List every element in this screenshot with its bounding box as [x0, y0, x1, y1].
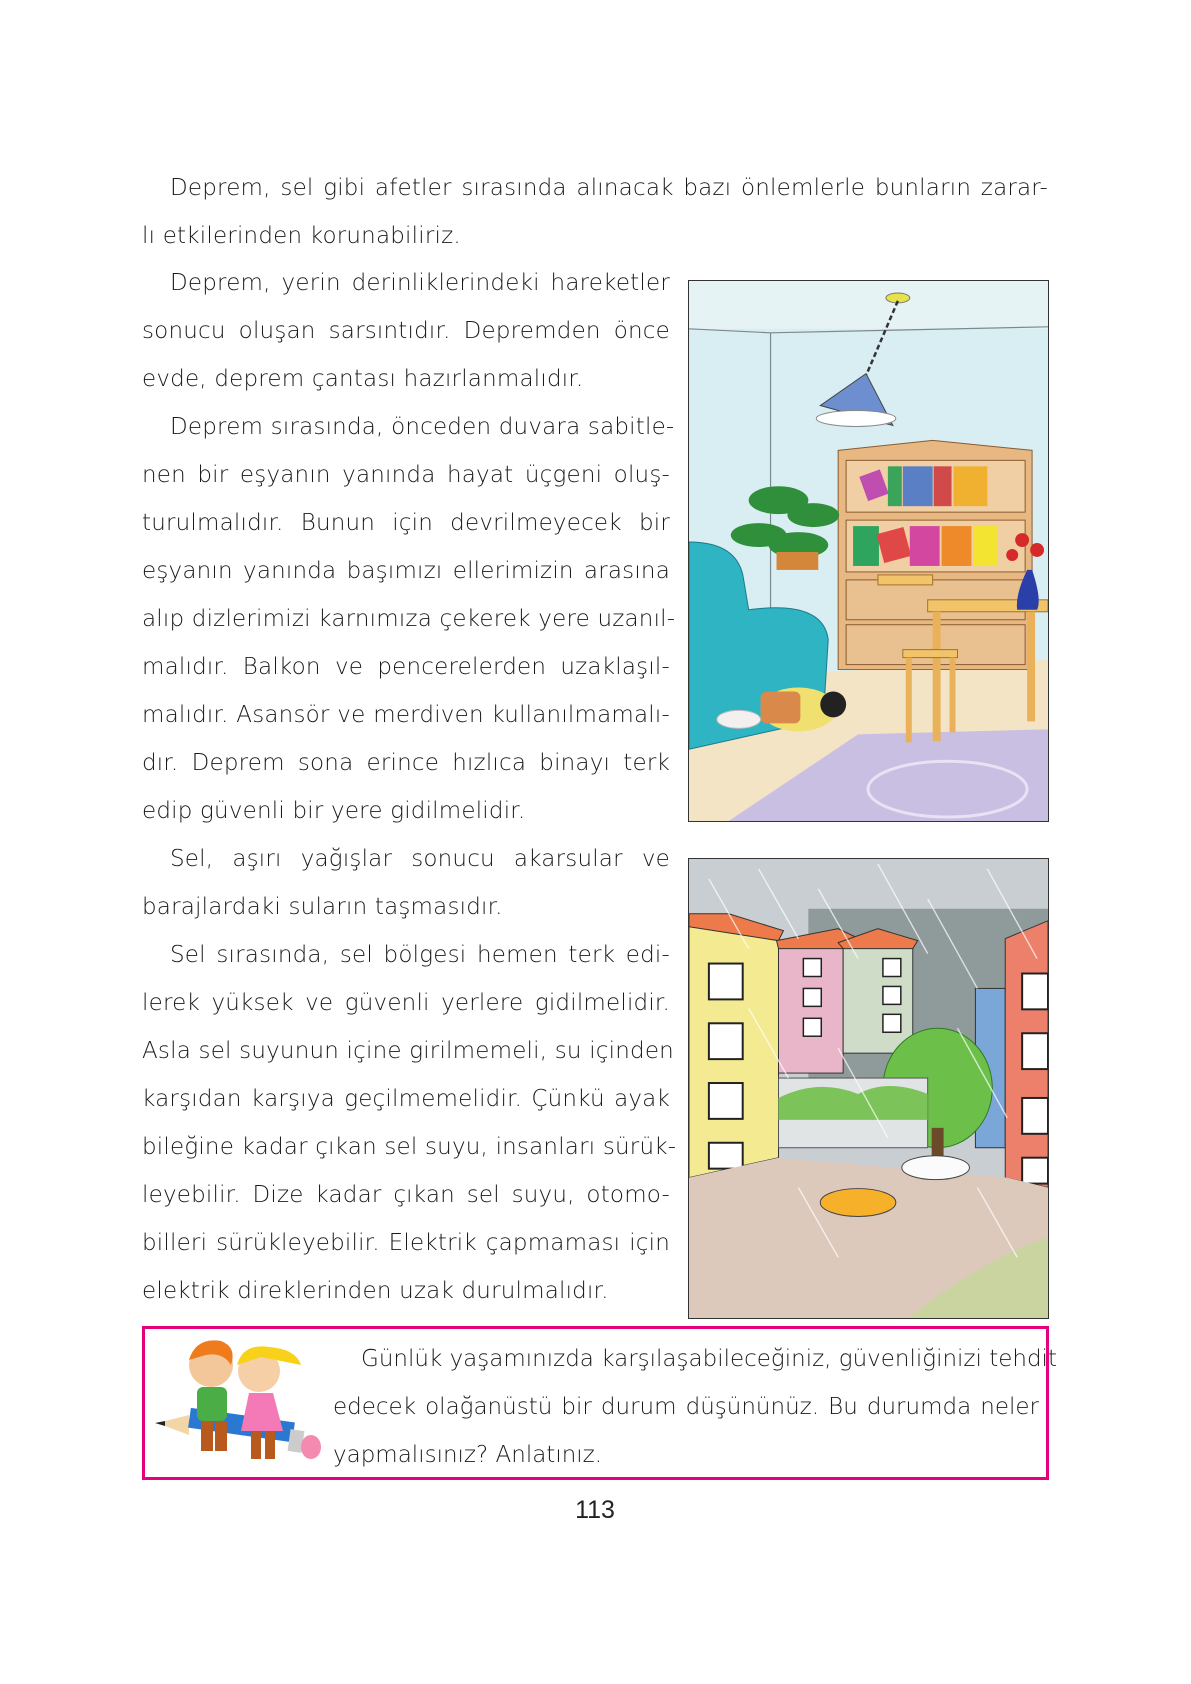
- text-line: Sel sırasında, sel bölgesi hemen terk edi-: [170, 942, 670, 968]
- text-line: lı etkilerinden korunabiliriz.: [142, 223, 461, 249]
- text-line: malıdır. Asansör ve merdiven kullanılmamalı-: [142, 702, 670, 728]
- text-line: Deprem sırasında, önceden duvara sabitle-: [170, 414, 675, 440]
- text-line: nen bir eşyanın yanında hayat üçgeni oluş-: [142, 462, 670, 488]
- text-line: Günlük yaşamınızda karşılaşabileceğiniz, güvenliğinizi tehdit: [361, 1346, 1057, 1372]
- earthquake-actions-paragraph: [142, 403, 676, 835]
- text-line: billeri sürükleyebilir. Elektrik çapmaması için: [142, 1230, 670, 1256]
- text-line: lerek yüksek ve güvenli yerlere gidilmelidir.: [142, 990, 670, 1016]
- text-line: yapmalısınız? Anlatınız.: [333, 1442, 603, 1468]
- text-line: evde, deprem çantası hazırlanmalıdır.: [142, 366, 584, 392]
- flood-definition-paragraph: [142, 835, 670, 931]
- text-line: dır. Deprem sona erince hızlıca binayı terk: [142, 750, 670, 776]
- intro-paragraph: [142, 164, 1048, 260]
- flood-actions-paragraph: [142, 931, 677, 1315]
- text-line: Sel, aşırı yağışlar sonucu akarsular ve: [170, 846, 670, 872]
- discussion-callout-box: [142, 1326, 1057, 1480]
- text-line: bileğine kadar çıkan sel suyu, insanları sürük-: [142, 1134, 677, 1160]
- text-line: Deprem, yerin derinliklerindeki hareketler: [170, 270, 670, 296]
- text-line: leyebilir. Dize kadar çıkan sel suyu, otomo-: [142, 1182, 670, 1208]
- earthquake-room-illustration: [688, 280, 1049, 822]
- text-line: edecek olağanüstü bir durum düşününüz. Bu durumda neler: [333, 1394, 1039, 1420]
- flood-street-illustration: [688, 858, 1049, 1319]
- text-line: karşıdan karşıya geçilmemelidir. Çünkü ayak: [142, 1086, 670, 1112]
- kids-on-pencil-icon: [151, 1335, 327, 1471]
- earthquake-definition-paragraph: [142, 259, 670, 403]
- text-line: Asla sel suyunun içine girilmemeli, su içinden: [142, 1038, 674, 1064]
- text-line: alıp dizlerimizi karnımıza çekerek yere uzanıl-: [142, 606, 676, 632]
- text-line: turulmalıdır. Bunun için devrilmeyecek bir: [142, 510, 670, 536]
- text-line: edip güvenli bir yere gidilmelidir.: [142, 798, 526, 824]
- room-scene-image: [689, 281, 1048, 821]
- callout-text: [333, 1335, 1057, 1479]
- text-line: malıdır. Balkon ve pencerelerden uzaklaşıl-: [142, 654, 670, 680]
- page-number: 113: [575, 1496, 615, 1524]
- text-line: eşyanın yanında başımızı ellerimizin arasına: [142, 558, 670, 584]
- text-line: elektrik direklerinden uzak durulmalıdır.: [142, 1278, 609, 1304]
- flood-scene-image: [689, 859, 1048, 1318]
- text-line: Deprem, sel gibi afetler sırasında alınacak bazı önlemlerle bunların zarar-: [170, 175, 1048, 201]
- text-line: barajlardaki suların taşmasıdır.: [142, 894, 503, 920]
- text-line: sonucu oluşan sarsıntıdır. Depremden önce: [142, 318, 670, 344]
